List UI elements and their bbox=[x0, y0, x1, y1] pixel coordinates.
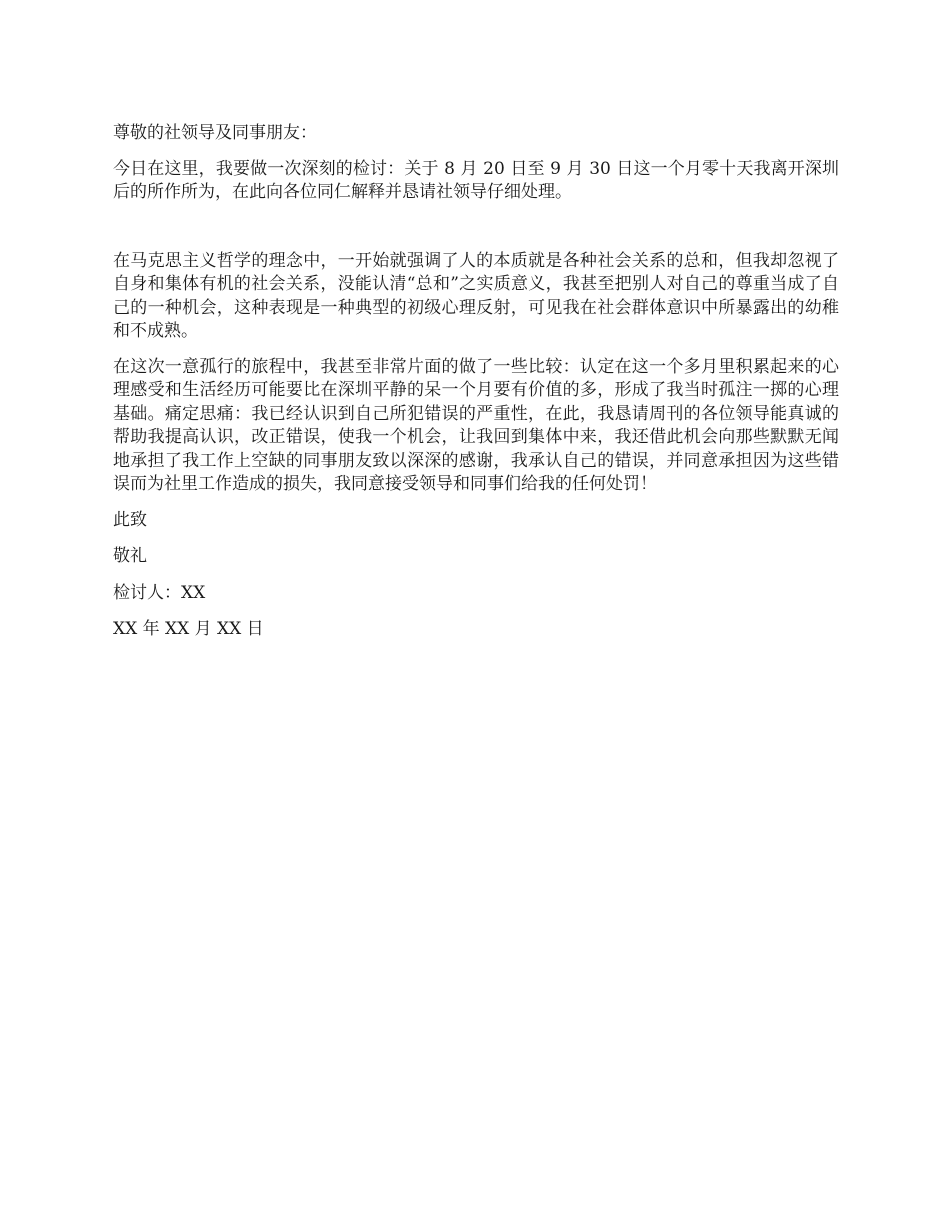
signature-line: 检讨人：XX bbox=[113, 582, 206, 603]
intro-paragraph: 今日在这里，我要做一次深刻的检讨：关于 8 月 20 日至 9 月 30 日这一个月零十天我离开深圳后的所作所为，在此向各位同仁解释并恳请社领导仔细处理。 bbox=[113, 158, 839, 202]
closing-line-1: 此致 bbox=[113, 509, 147, 530]
body-paragraph-1: 在马克思主义哲学的理念中，一开始就强调了人的本质就是各种社会关系的总和，但我却忽视了自身和集体有机的社会关系，没能认清“总和”之实质意义，我甚至把别人对自己的尊重当成了自己的一种机会，这种表现是一种典型的初级心理反射，可见我在社会群体意识中所暴露出的幼稚和不成熟。 bbox=[113, 250, 839, 341]
body-paragraph-2: 在这次一意孤行的旅程中，我甚至非常片面的做了一些比较：认定在这一个多月里积累起来的心理感受和生活经历可能要比在深圳平静的呆一个月要有价值的多，形成了我当时孤注一掷的心理基础。痛定思痛：我已经认识到自己所犯错误的严重性，在此，我恳请周刊的各位领导能真诚的帮助我提高认识，改正错误，使我一个机会，让我回到集体中来，我还借此机会向那些默默无闻地承担了我工作上空缺的同事朋友致以深深的感谢，我承认自己的错误，并同意承担因为这些错误而为社里工作造成的损失，我同意接受领导和同事们给我的任何处罚！ bbox=[113, 356, 839, 494]
date-line: XX 年 XX 月 XX 日 bbox=[113, 619, 264, 639]
document-page bbox=[113, 122, 839, 655]
salutation: 尊敬的社领导及同事朋友： bbox=[113, 123, 317, 143]
closing-line-2: 敬礼 bbox=[113, 546, 147, 566]
blank-gap bbox=[113, 217, 839, 250]
